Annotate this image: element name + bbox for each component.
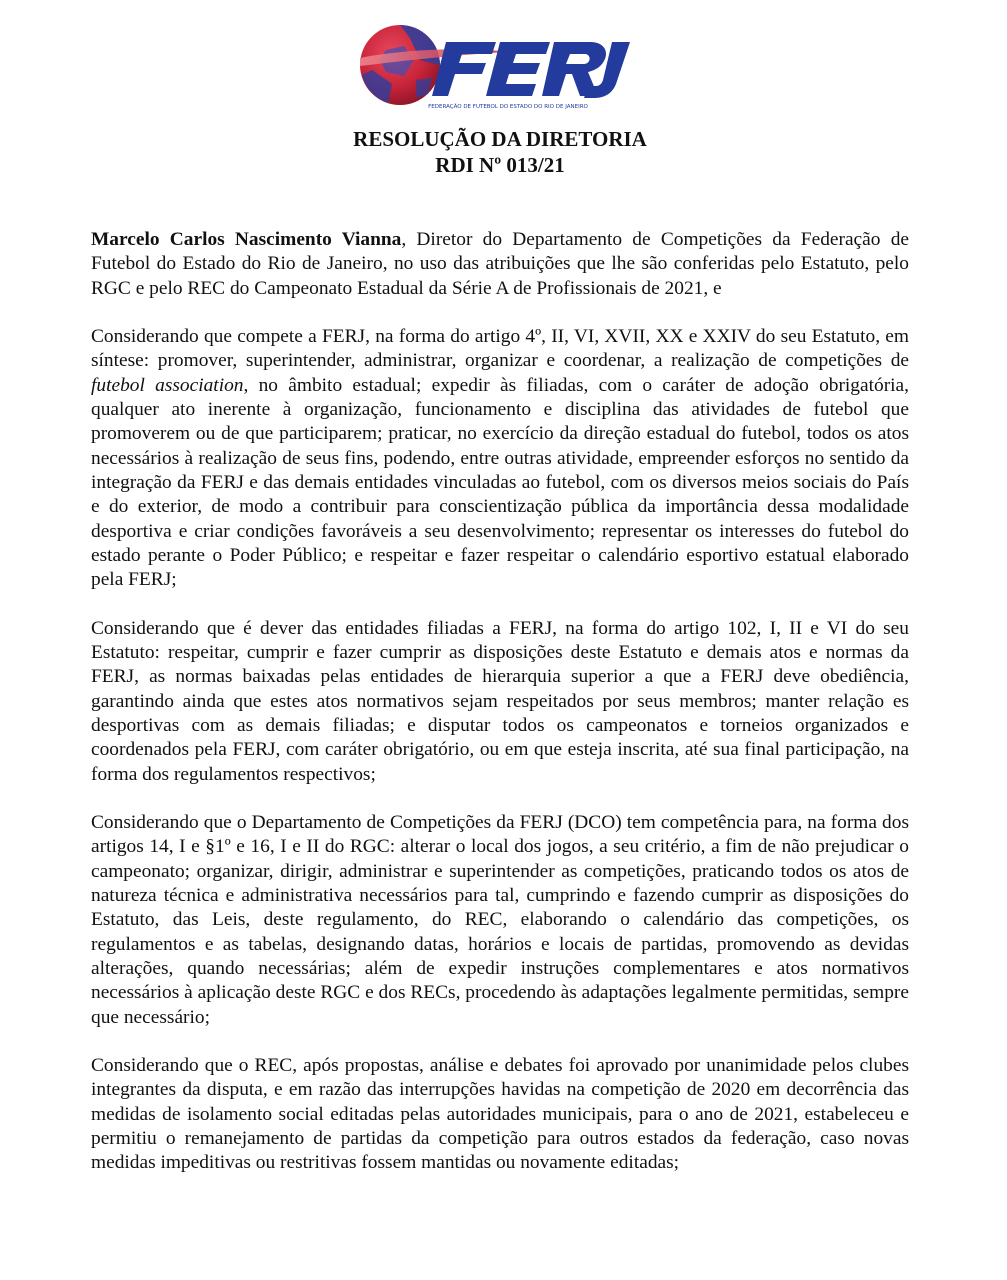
preamble-text: , Diretor do Departamento de Competições da Federação de Futebol do Estado do Rio de Janeiro, no uso das atribuições que lhe são conferidas pelo Estatuto, pelo RGC e pelo REC do Campeonato Estadual da Série A de Profissionais de 2021, e <box>91 229 909 299</box>
resolution-title: RESOLUÇÃO DA DIRETORIA <box>353 127 647 151</box>
considering-1-text-b: , no âmbito estadual; expedir às filiadas, com o caráter de adoção obrigatória, qualquer ato inerente à organização, funcionamento e disciplina das atividades de futebol que promoverem ou de que participarem; praticar, no exercício da direção estadual do futebol, todos os atos necessários à realização de seus fins, podendo, entre outras atividade, empreender esforços no sentido da integração da FERJ e das demais entidades vinculadas ao futebol, com os diversos meios sociais do País e do exterior, de modo a contribuir para conscientização pública da importância dessa modalidade desportiva e criar condições favoráveis a seu desenvolvimento; representar os interesses do futebol do estado perante o Poder Público; e respeitar e fazer respeitar o calendário esportivo estatual elaborado pela FERJ; <box>91 374 909 591</box>
resolution-number: RDI Nº 013/21 <box>435 153 565 177</box>
paragraph-considering-1 <box>91 325 909 592</box>
considering-1-italic: futebol association <box>91 374 244 396</box>
resolution-body <box>91 228 909 1200</box>
ferj-logo-graphic <box>358 20 648 112</box>
considering-1-text-a: Considerando que compete a FERJ, na forma do artigo 4º, II, VI, XVII, XX e XXIV do seu Estatuto, em síntese: promover, superintender, administrar, organizar e coordenar, a realização de competições de <box>91 326 909 372</box>
paragraph-considering-2: Considerando que é dever das entidades filiadas a FERJ, na forma do artigo 102, I, II e VI do seu Estatuto: respeitar, cumprir e fazer cumprir as disposições deste Estatuto e demais atos e normas da FERJ, as normas baixadas pelas entidades de hierarquia superior a que a FERJ deve obediência, garantindo ainda que estes atos normativos sejam respeitados por seus membros; manter relação es desportivas com as demais filiadas; e disputar todos os campeonatos e torneios organizados e coordenados pela FERJ, com caráter obrigatório, ou em que esteja inscrita, até sua final participação, na forma dos regulamentos respectivos; <box>91 617 909 785</box>
ferj-wordmark <box>428 42 630 110</box>
ferj-logo <box>358 20 648 112</box>
director-name: Marcelo Carlos Nascimento Vianna <box>91 229 402 250</box>
logo-tagline: FEDERAÇÃO DE FUTEBOL DO ESTADO DO RIO DE JANEIRO <box>428 104 588 110</box>
paragraph-considering-4: Considerando que o REC, após propostas, análise e debates foi aprovado por unanimidade pelos clubes integrantes da disputa, e em razão das interrupções havidas na competição de 2020 em decorrência das medidas de isolamento social editadas pelas autoridades municipais, para o ano de 2021, estabeleceu e permitiu o remanejamento de partidas da competição para outros estados da federação, caso novas medidas impeditivas ou restritivas fossem mantidas ou novamente editadas; <box>91 1055 909 1174</box>
resolution-header <box>0 126 1000 178</box>
paragraph-preamble <box>91 228 909 301</box>
paragraph-considering-3: Considerando que o Departamento de Competições da FERJ (DCO) tem competência para, na forma dos artigos 14, I e §1º e 16, I e II do RGC: alterar o local dos jogos, a seu critério, a fim de não prejudicar o campeonato; organizar, dirigir, administrar e superintender as competições, praticando todos os atos de natureza técnica e administrativa necessários para tal, cumprindo e fazendo cumprir as disposições do Estatuto, das Leis, deste regulamento, do REC, elaborando o calendário das competições, os regulamentos e as tabelas, designando datas, horários e locais de partidas, promovendo as devidas alterações, quando necessárias; além de expedir instruções complementares e atos normativos necessários à aplicação deste RGC e dos RECs, procedendo às adaptações legalmente permitidas, sempre que necessário; <box>91 812 909 1028</box>
